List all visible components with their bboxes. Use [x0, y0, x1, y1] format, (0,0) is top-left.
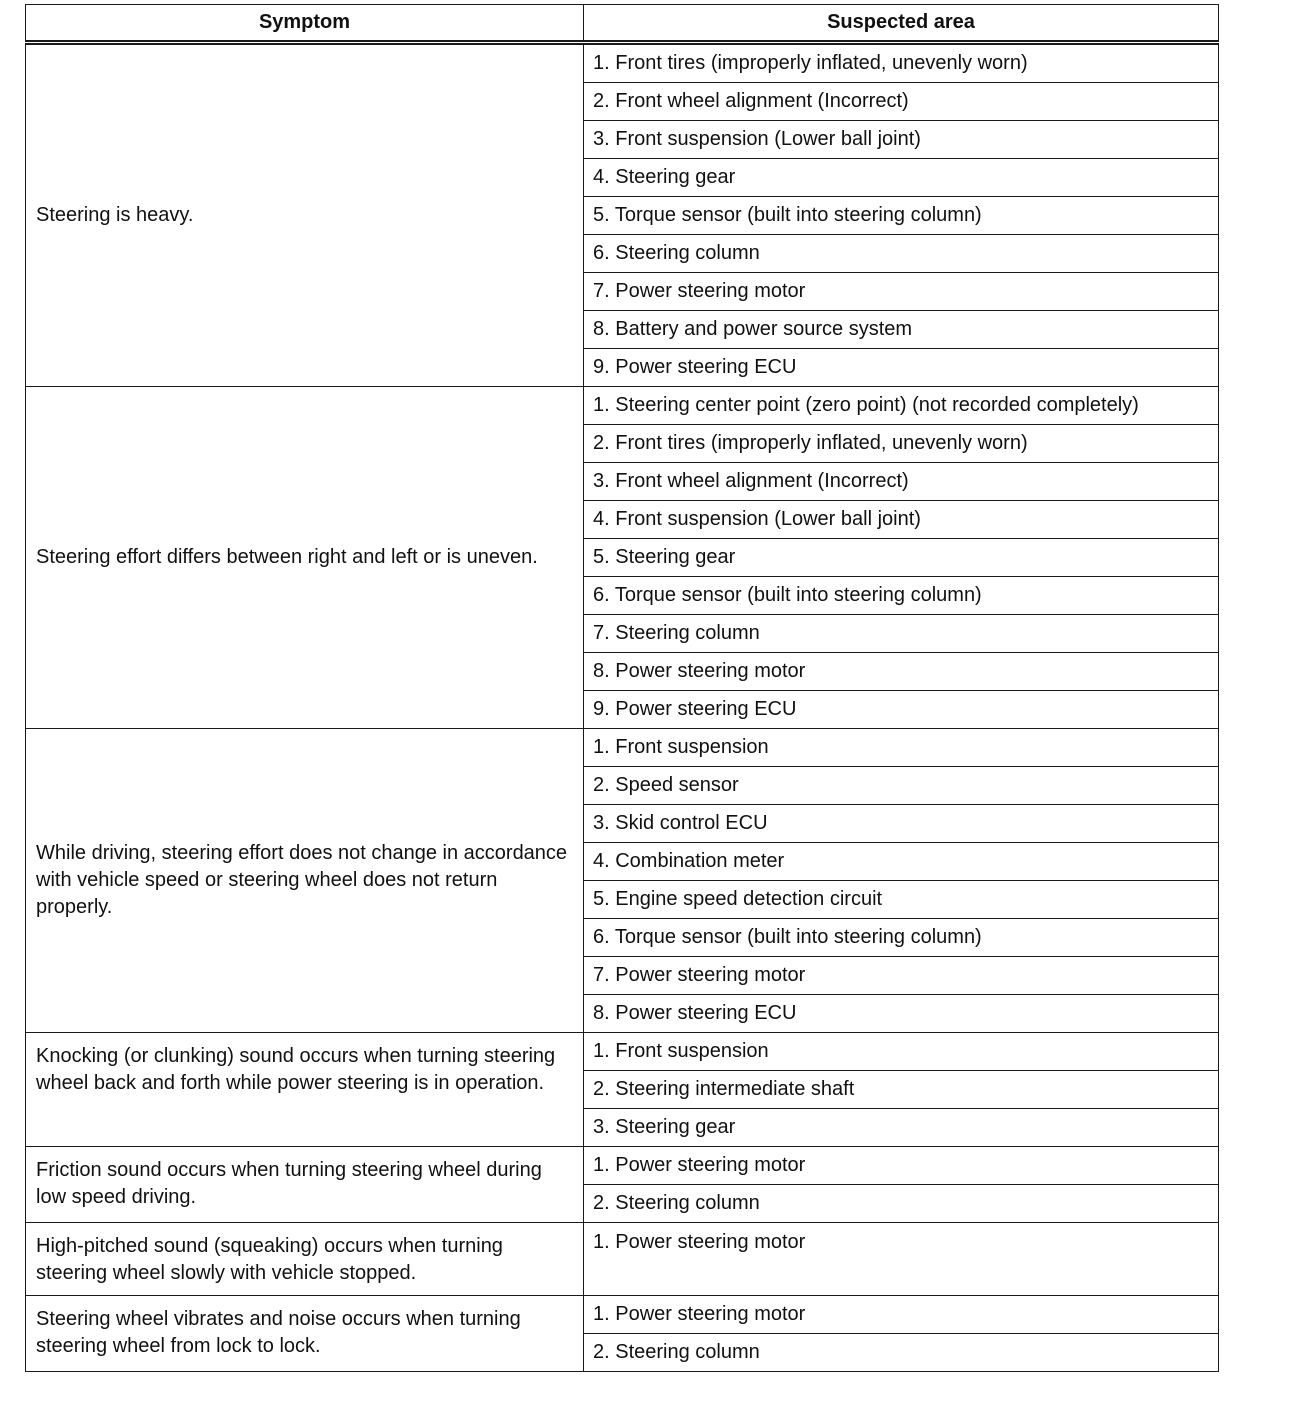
suspected-area-cell: 1. Steering center point (zero point) (not recorded completely)	[584, 387, 1219, 425]
suspected-area-cell: 5. Steering gear	[584, 539, 1219, 577]
table-row	[26, 1033, 1219, 1071]
suspected-area-cell: 3. Steering gear	[584, 1109, 1219, 1147]
suspected-area-cell: 4. Combination meter	[584, 843, 1219, 881]
suspected-area-cell: 2. Front wheel alignment (Incorrect)	[584, 83, 1219, 121]
symptom-cell: High-pitched sound (squeaking) occurs when turning steering wheel slowly with vehicle stopped.	[26, 1223, 584, 1296]
suspected-area-cell: 5. Torque sensor (built into steering column)	[584, 197, 1219, 235]
table-row	[26, 43, 1219, 83]
suspected-area-cell: 7. Power steering motor	[584, 957, 1219, 995]
suspected-area-cell: 3. Front suspension (Lower ball joint)	[584, 121, 1219, 159]
symptom-cell: While driving, steering effort does not change in accordance with vehicle speed or steering wheel does not return properly.	[26, 729, 584, 1033]
suspected-area-cell: 2. Speed sensor	[584, 767, 1219, 805]
suspected-area-cell: 9. Power steering ECU	[584, 349, 1219, 387]
suspected-area-cell: 3. Front wheel alignment (Incorrect)	[584, 463, 1219, 501]
symptom-header: Symptom	[26, 5, 584, 43]
suspected-area-cell: 6. Torque sensor (built into steering column)	[584, 577, 1219, 615]
header-row	[26, 5, 1219, 43]
suspected-area-cell: 6. Torque sensor (built into steering column)	[584, 919, 1219, 957]
suspected-area-cell: 1. Power steering motor	[584, 1147, 1219, 1185]
suspected-area-header: Suspected area	[584, 5, 1219, 43]
suspected-area-cell: 8. Battery and power source system	[584, 311, 1219, 349]
suspected-area-cell: 5. Engine speed detection circuit	[584, 881, 1219, 919]
suspected-area-cell: 1. Front suspension	[584, 1033, 1219, 1071]
suspected-area-cell: 9. Power steering ECU	[584, 691, 1219, 729]
suspected-area-cell: 2. Steering column	[584, 1185, 1219, 1223]
table-row	[26, 1147, 1219, 1185]
suspected-area-cell: 7. Steering column	[584, 615, 1219, 653]
table-row	[26, 1296, 1219, 1334]
suspected-area-cell: 6. Steering column	[584, 235, 1219, 273]
table-row	[26, 387, 1219, 425]
table-row	[26, 729, 1219, 767]
symptom-cell: Knocking (or clunking) sound occurs when turning steering wheel back and forth while power steering is in operation.	[26, 1033, 584, 1147]
suspected-area-cell: 2. Steering intermediate shaft	[584, 1071, 1219, 1109]
symptom-cell: Steering effort differs between right and left or is uneven.	[26, 387, 584, 729]
symptom-cell: Steering wheel vibrates and noise occurs when turning steering wheel from lock to lock.	[26, 1296, 584, 1372]
suspected-area-cell: 3. Skid control ECU	[584, 805, 1219, 843]
suspected-area-cell: 8. Power steering motor	[584, 653, 1219, 691]
suspected-area-cell: 2. Front tires (improperly inflated, unevenly worn)	[584, 425, 1219, 463]
suspected-area-cell: 1. Power steering motor	[584, 1296, 1219, 1334]
suspected-area-cell: 7. Power steering motor	[584, 273, 1219, 311]
suspected-area-cell: 4. Front suspension (Lower ball joint)	[584, 501, 1219, 539]
symptom-cell: Steering is heavy.	[26, 43, 584, 387]
suspected-area-cell: 1. Front tires (improperly inflated, unevenly worn)	[584, 43, 1219, 83]
suspected-area-cell: 1. Front suspension	[584, 729, 1219, 767]
suspected-area-cell: 4. Steering gear	[584, 159, 1219, 197]
suspected-area-cell: 1. Power steering motor	[584, 1223, 1219, 1296]
troubleshooting-table	[25, 4, 1219, 1372]
table-row	[26, 1223, 1219, 1296]
symptom-cell: Friction sound occurs when turning steering wheel during low speed driving.	[26, 1147, 584, 1223]
table-body	[26, 43, 1219, 1372]
suspected-area-cell: 8. Power steering ECU	[584, 995, 1219, 1033]
suspected-area-cell: 2. Steering column	[584, 1334, 1219, 1372]
